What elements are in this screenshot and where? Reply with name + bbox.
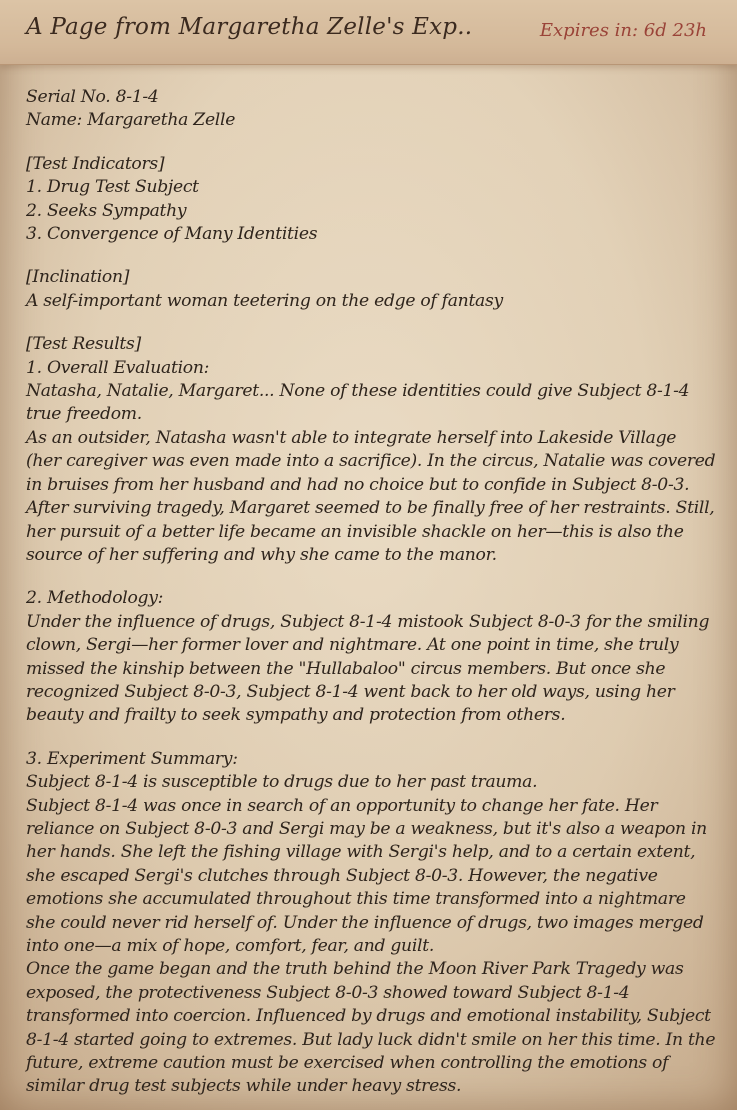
overall-evaluation-heading: 1. Overall Evaluation:: [26, 357, 210, 378]
indicator-item: 1. Drug Test Subject: [26, 177, 199, 198]
page-title: A Page from Margaretha Zelle's Exp..: [26, 14, 473, 40]
experiment-summary-paragraph: Once the game began and the truth behind the Moon River Park Tragedy was exposed, the protectiveness Subject 8-0-3 showed toward Subject 8-1-4 transformed into coercion. Influenced by drugs and emotional instability, Subject 8-1-4 started going to extremes. But lady luck didn't smile on her this time. In the future, extreme caution must be exercised when controlling the emotions of similar drug test subjects while under heavy stress.: [26, 959, 716, 1097]
document-body[interactable]: [26, 86, 716, 1099]
indicator-item: 2. Seeks Sympathy: [26, 200, 187, 221]
test-results-heading: [Test Results]: [26, 334, 141, 355]
inclination-heading: [Inclination]: [26, 267, 130, 288]
spacer: [26, 246, 716, 266]
experiment-summary-paragraph: Subject 8-1-4 is susceptible to drugs due to her past trauma.: [26, 772, 538, 793]
spacer: [26, 313, 716, 333]
indicator-item: 3. Convergence of Many Identities: [26, 224, 318, 245]
overall-evaluation-paragraph: As an outsider, Natasha wasn't able to integrate herself into Lakeside Village (her caregiver was even made into a sacrifice). In the circus, Natalie was covered in bruises from her husband and had no choice but to confide in Subject 8-0-3. After surviving tragedy, Margaret seemed to be finally free of her restraints. Still, her pursuit of a better life became an invisible shackle on her—this is also the source of her suffering and why she came to the manor.: [26, 427, 716, 565]
inclination-text: A self-important woman teetering on the edge of fantasy: [26, 290, 503, 311]
experiment-summary-heading: 3. Experiment Summary:: [26, 748, 238, 769]
expiry-timer: Expires in: 6d 23h: [539, 20, 707, 41]
spacer: [26, 728, 716, 748]
overall-evaluation-paragraph: Natasha, Natalie, Margaret... None of these identities could give Subject 8-1-4 true freedom.: [26, 381, 690, 425]
spacer: [26, 133, 716, 153]
spacer: [26, 567, 716, 587]
serial-number: Serial No. 8-1-4: [26, 87, 159, 107]
experiment-summary-paragraph: Subject 8-1-4 was once in search of an opportunity to change her fate. Her reliance on Subject 8-0-3 and Sergi may be a weakness, but it's also a weapon in her hands. She left the fishing village with Sergi's help, and to a certain extent, she escaped Sergi's clutches through Subject 8-0-3. However, the negative emotions she accumulated throughout this time transformed into a nightmare she could never rid herself of. Under the influence of drugs, two images merged into one—a mix of hope, comfort, fear, and guilt.: [26, 795, 707, 956]
methodology-heading: 2. Methodology:: [26, 588, 164, 609]
subject-name: Name: Margaretha Zelle: [26, 110, 236, 131]
header-bar: [0, 0, 737, 65]
methodology-paragraph: Under the influence of drugs, Subject 8-1-4 mistook Subject 8-0-3 for the smiling clown, Sergi—her former lover and nightmare. At one point in time, she truly missed the kinship between the "Hullabaloo" circus members. But once she recognized Subject 8-0-3, Subject 8-1-4 went back to her old ways, using her beauty and frailty to seek sympathy and protection from others.: [26, 611, 710, 726]
test-indicators-heading: [Test Indicators]: [26, 153, 165, 174]
